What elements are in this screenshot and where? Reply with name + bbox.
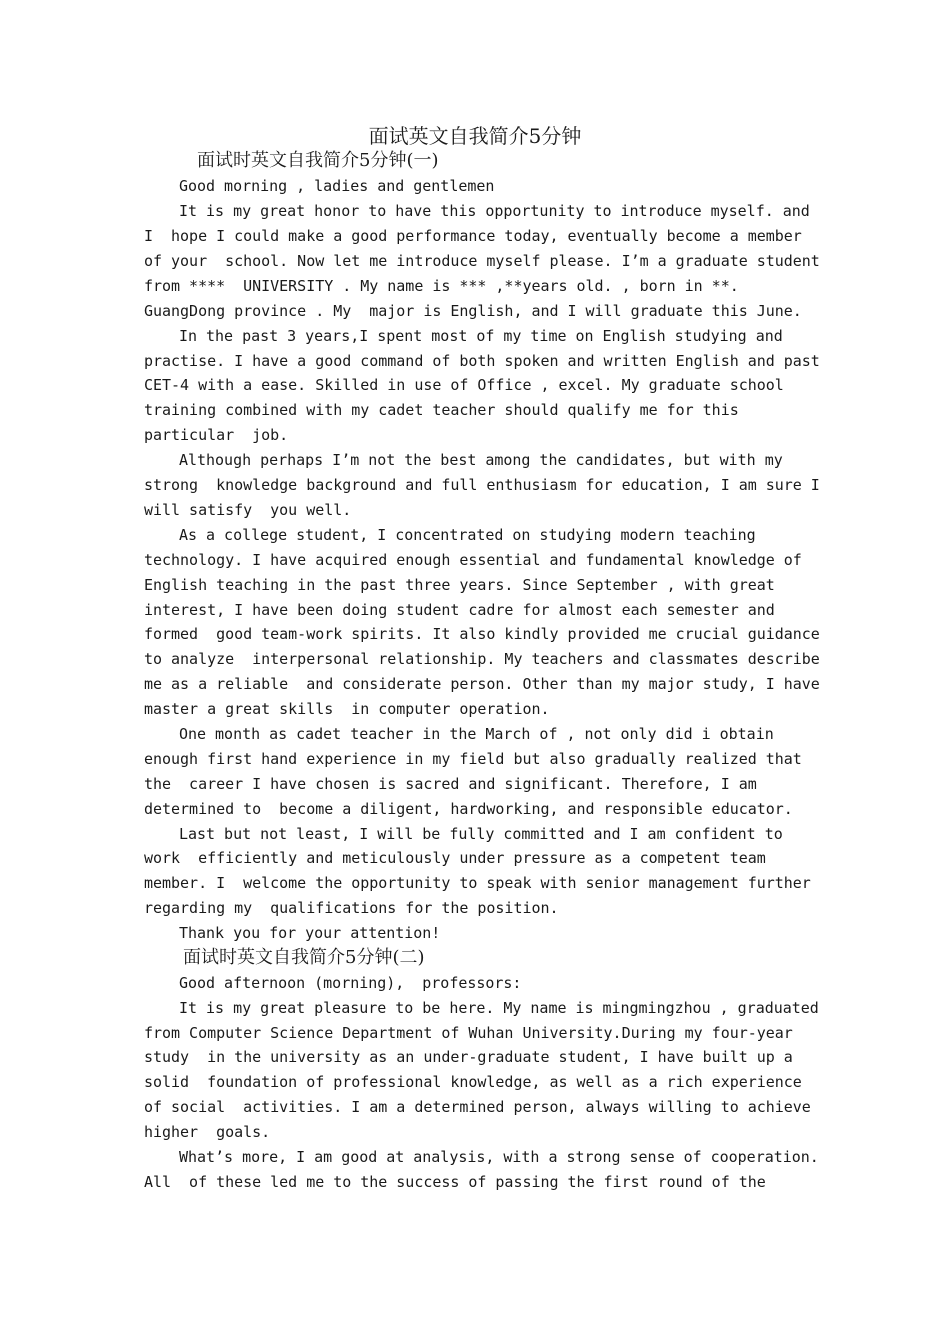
- text-line: As a college student, I concentrated on studying modern teaching: [179, 526, 756, 544]
- text-line: of social activities. I am a determined person, always willing to achieve: [144, 1098, 811, 1116]
- text-line: Last but not least, I will be fully committed and I am confident to: [179, 825, 783, 843]
- text-line: interest, I have been doing student cadre for almost each semester and: [144, 601, 775, 619]
- text-line: from **** UNIVERSITY . My name is *** ,**years old. , born in **.: [144, 277, 739, 295]
- text-line: technology. I have acquired enough essential and fundamental knowledge of: [144, 551, 802, 569]
- text-line: CET-4 with a ease. Skilled in use of Office , excel. My graduate school: [144, 376, 784, 394]
- section-heading-2: 面试时英文自我简介5分钟(二): [183, 947, 425, 968]
- text-line: study in the university as an under-graduate student, I have built up a: [144, 1048, 793, 1066]
- text-line: to analyze interpersonal relationship. My teachers and classmates describe: [144, 650, 820, 668]
- text-line: practise. I have a good command of both spoken and written English and past: [144, 352, 820, 370]
- text-line: What’s more, I am good at analysis, with a strong sense of cooperation.: [179, 1148, 819, 1166]
- text-line: All of these led me to the success of passing the first round of the: [144, 1173, 766, 1191]
- text-line: from Computer Science Department of Wuhan University.During my four-year: [144, 1024, 793, 1042]
- text-line: English teaching in the past three years. Since September , with great: [144, 576, 775, 594]
- text-line: higher goals.: [144, 1123, 271, 1141]
- section-heading-1: 面试时英文自我简介5分钟(一): [197, 150, 439, 171]
- text-line: will satisfy you well.: [144, 501, 352, 519]
- document-title: 面试英文自我简介5分钟: [368, 124, 582, 148]
- text-line: regarding my qualifications for the position.: [144, 899, 559, 917]
- text-line: determined to become a diligent, hardworking, and responsible educator.: [144, 800, 793, 818]
- text-line: master a great skills in computer operation.: [144, 700, 550, 718]
- text-line: One month as cadet teacher in the March of , not only did i obtain: [179, 725, 774, 743]
- text-line: It is my great honor to have this opportunity to introduce myself. and: [179, 202, 810, 220]
- text-line: work efficiently and meticulously under pressure as a competent team: [144, 849, 766, 867]
- text-line: of your school. Now let me introduce myself please. I’m a graduate student: [144, 252, 820, 270]
- text-line: formed good team-work spirits. It also kindly provided me crucial guidance: [144, 625, 820, 643]
- text-line: training combined with my cadet teacher should qualify me for this: [144, 401, 739, 419]
- text-line: I hope I could make a good performance today, eventually become a member: [144, 227, 802, 245]
- text-line: enough first hand experience in my field but also gradually realized that: [144, 750, 802, 768]
- text-line: the career I have chosen is sacred and significant. Therefore, I am: [144, 775, 757, 793]
- text-line: Although perhaps I’m not the best among the candidates, but with my: [179, 451, 783, 469]
- text-line: Good morning , ladies and gentlemen: [179, 177, 495, 195]
- text-line: Thank you for your attention!: [179, 924, 441, 942]
- text-line: GuangDong province . My major is English, and I will graduate this June.: [144, 302, 802, 320]
- text-line: member. I welcome the opportunity to speak with senior management further: [144, 874, 811, 892]
- text-line: It is my great pleasure to be here. My name is mingmingzhou , graduated: [179, 999, 819, 1017]
- text-line: solid foundation of professional knowledge, as well as a rich experience: [144, 1073, 802, 1091]
- text-line: me as a reliable and considerate person. Other than my major study, I have: [144, 675, 820, 693]
- text-line: strong knowledge background and full enthusiasm for education, I am sure I: [144, 476, 820, 494]
- text-line: Good afternoon (morning), professors:: [179, 974, 522, 992]
- text-line: particular job.: [144, 426, 289, 444]
- text-line: In the past 3 years,I spent most of my time on English studying and: [179, 327, 783, 345]
